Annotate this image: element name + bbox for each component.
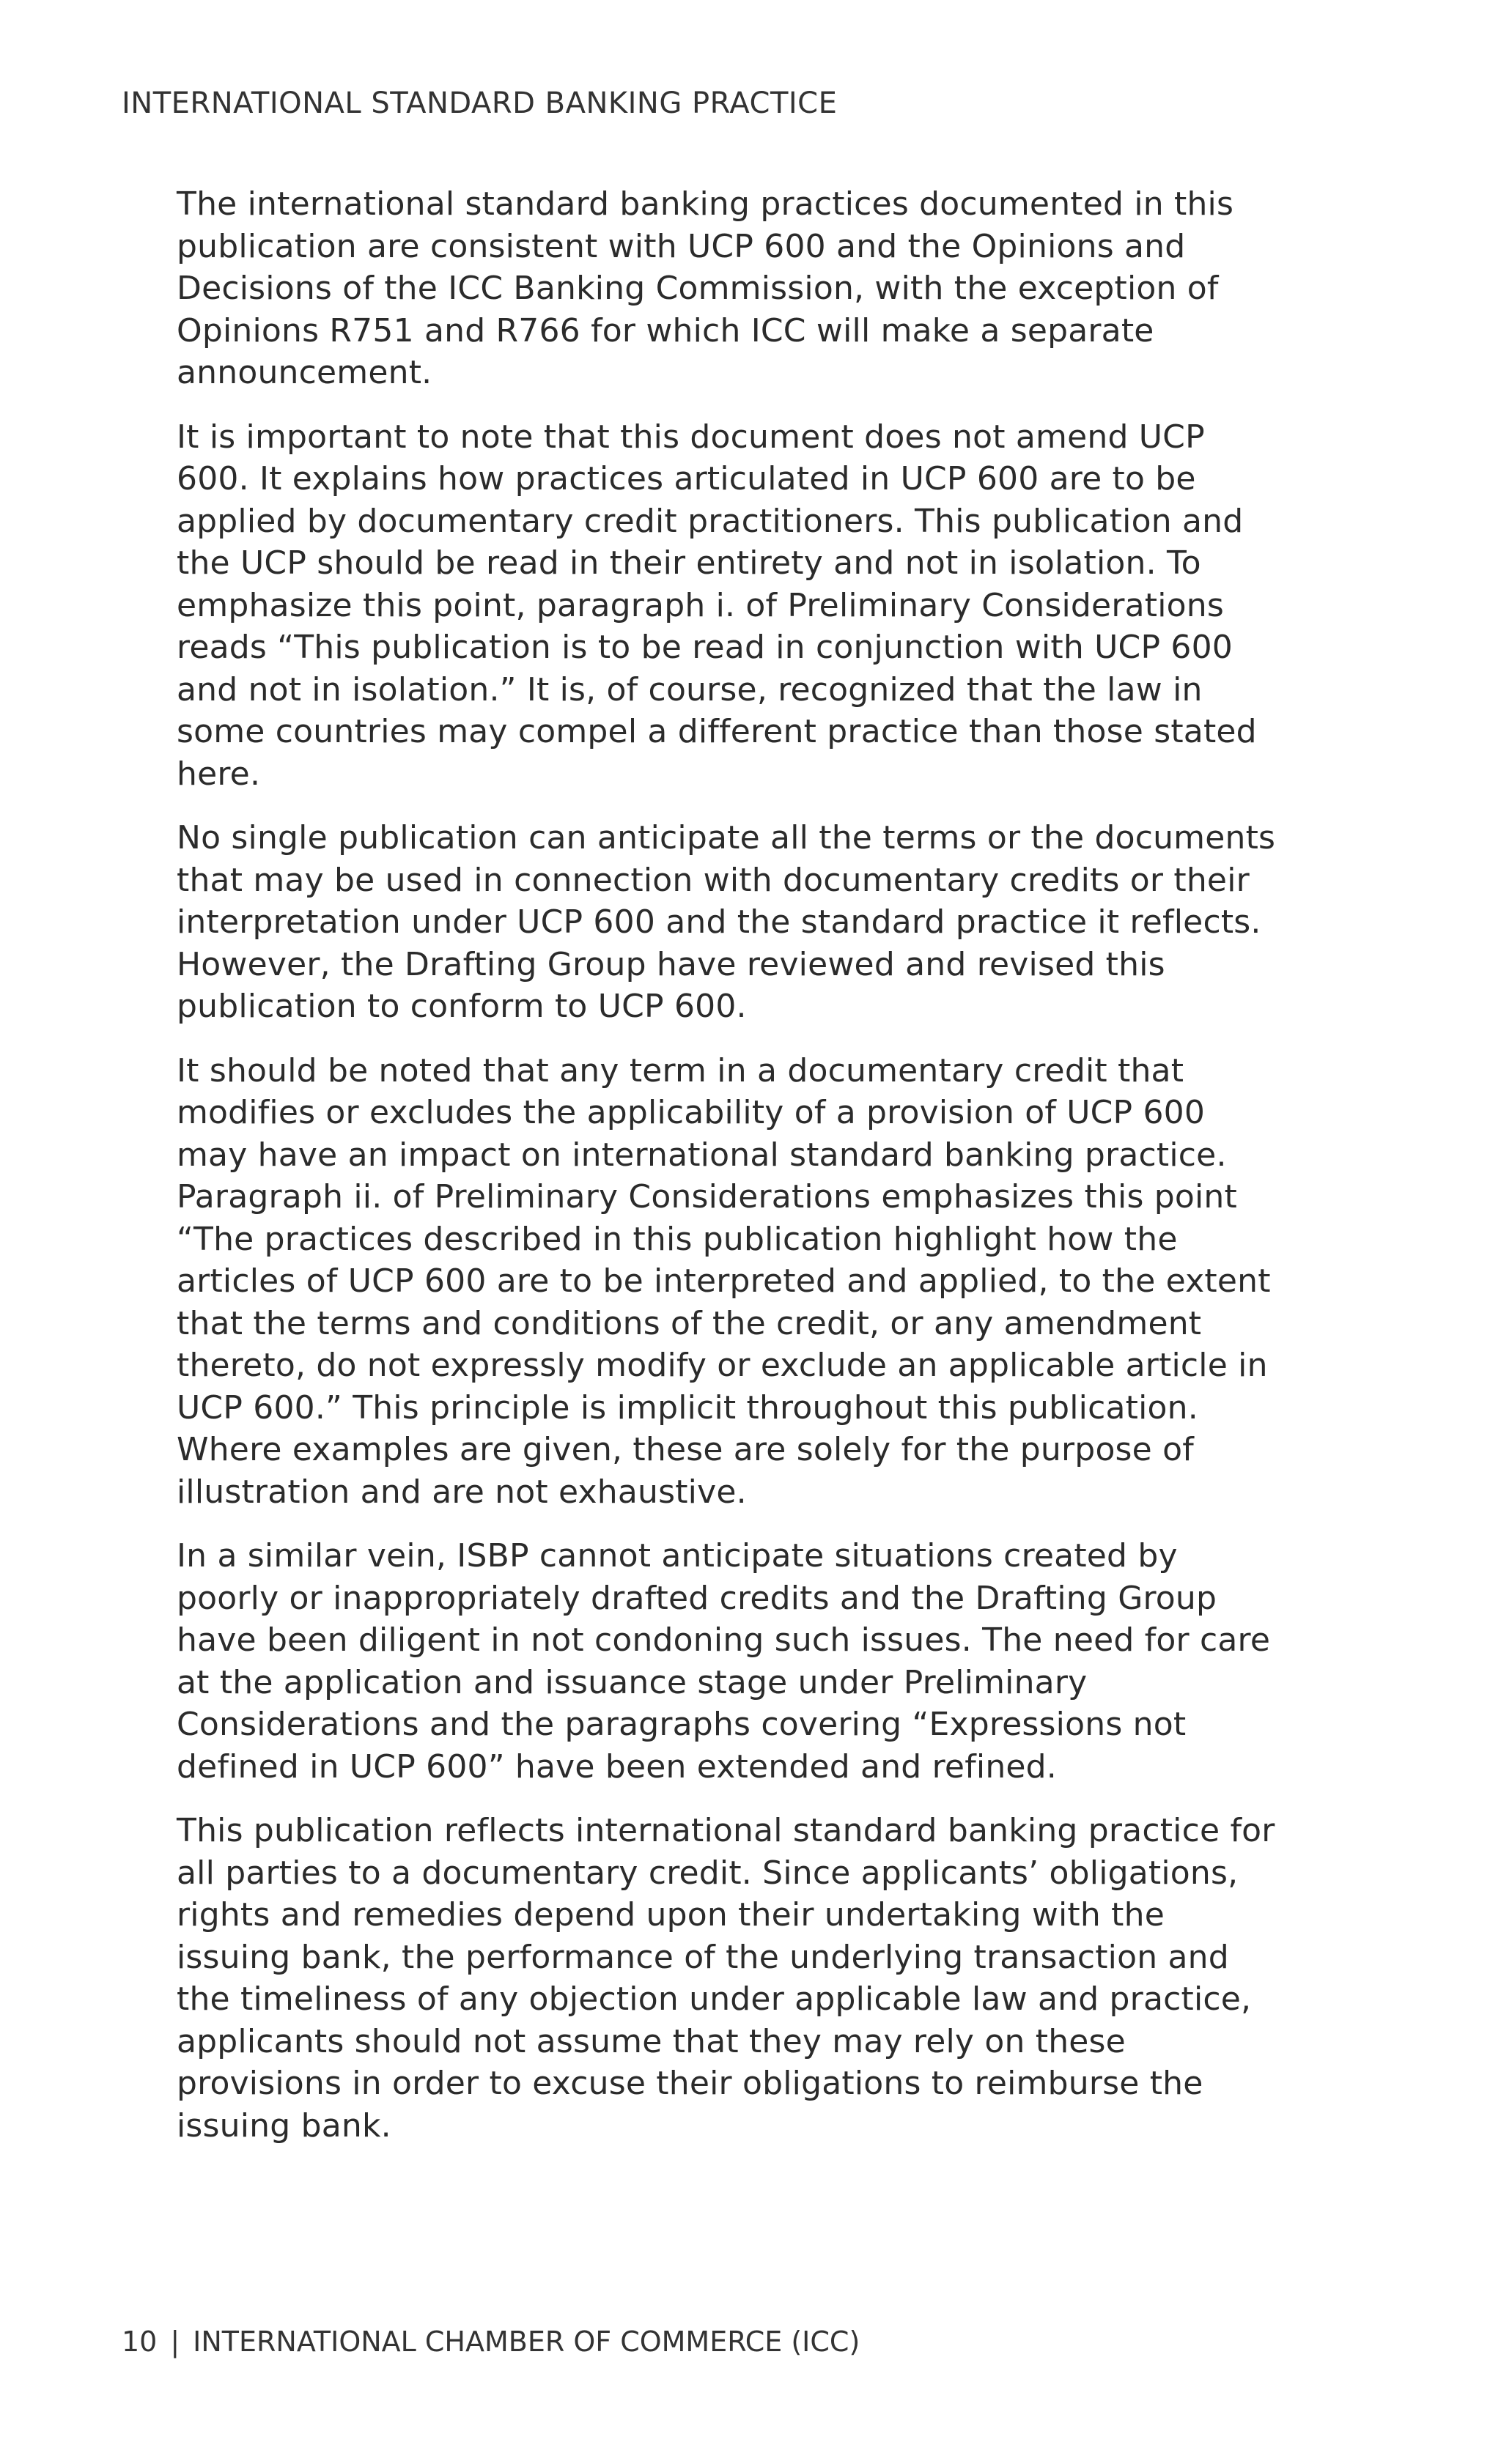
footer-publisher: INTERNATIONAL CHAMBER OF COMMERCE (ICC): [193, 2326, 860, 2358]
running-header: INTERNATIONAL STANDARD BANKING PRACTICE: [122, 86, 838, 120]
paragraph: The international standard banking practices documented in this publication are consistent with UCP 600 and the Opinions and Decisions of the ICC Banking Commission, with the exception of Opinions R751 and R766 for which ICC will make a separate announcement.: [177, 185, 1234, 391]
page-number: 10: [122, 2326, 158, 2358]
footer-separator: |: [170, 2326, 180, 2358]
body-text: [177, 183, 1276, 2169]
paragraph: This publication reflects international standard banking practice for all parties to a documentary credit. Since applicants’ obligations, rights and remedies depend upon their undertaking with the issuing bank, the performance of the underlying transaction and the timeliness of any objection under applicable law and practice, applicants should not assume that they may rely on these provisions in order to excuse their obligations to reimburse the issuing bank.: [177, 1812, 1275, 2145]
page-footer: [122, 2326, 860, 2358]
paragraph: It should be noted that any term in a documentary credit that modifies or excludes the applicability of a provision of UCP 600 may have an impact on international standard banking practice. Paragraph ii. of Preliminary Considerations emphasizes this point “The practices described in this publication highlight how the articles of UCP 600 are to be interpreted and applied, to the extent that the terms and conditions of the credit, or any amendment thereto, do not expressly modify or exclude an applicable article in UCP 600.” This principle is implicit throughout this publication. Where examples are given, these are solely for the purpose of illustration and are not exhaustive.: [177, 1051, 1271, 1511]
paragraph: No single publication can anticipate all the terms or the documents that may be used in connection with documentary credits or their interpretation under UCP 600 and the standard practice it reflects. However, the Drafting Group have reviewed and revised this publication to conform to UCP 600.: [177, 819, 1276, 1025]
paragraph: It is important to note that this document does not amend UCP 600. It explains how practices articulated in UCP 600 are to be applied by documentary credit practitioners. This publication and the UCP should be read in their entirety and not in isolation. To emphasize this point, paragraph i. of Preliminary Considerations reads “This publication is to be read in conjunction with UCP 600 and not in isolation.” It is, of course, recognized that the law in some countries may compel a different practice than those stated here.: [177, 418, 1257, 793]
paragraph: In a similar vein, ISBP cannot anticipate situations created by poorly or inappropriately drafted credits and the Drafting Group have been diligent in not condoning such issues. The need for care at the application and issuance stage under Preliminary Considerations and the paragraphs covering “Expressions not defined in UCP 600” have been extended and refined.: [177, 1537, 1271, 1786]
